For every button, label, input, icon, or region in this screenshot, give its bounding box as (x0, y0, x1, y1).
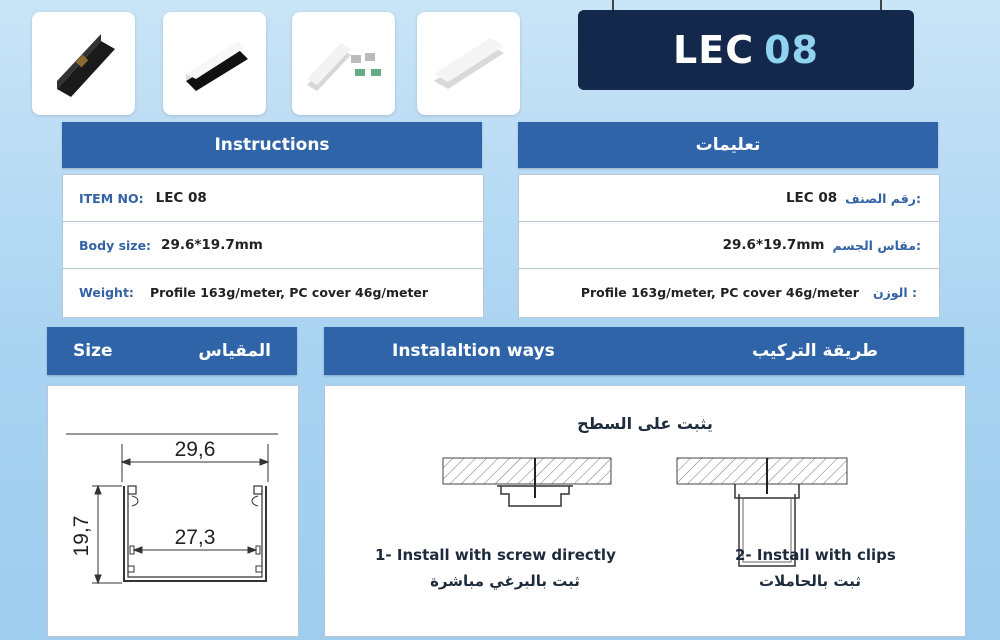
black-white-profile-image (163, 12, 266, 115)
size-title-ar: المقياس (198, 341, 271, 361)
white-profile-image (417, 12, 520, 115)
installation-header (324, 327, 964, 375)
height-label: 19,7 (70, 515, 93, 557)
instructions-panel-ar (518, 174, 940, 318)
size-header (47, 327, 297, 375)
item-no-value-ar: LEC 08 (785, 190, 838, 206)
profile-dimension-drawing (48, 386, 298, 636)
size-title-en: Size (73, 341, 113, 361)
size-drawing-panel (47, 385, 299, 637)
weight-value-ar: Profile 163g/meter, PC cover 46g/meter (580, 284, 859, 300)
instructions-panel-en (62, 174, 484, 318)
spec-row-weight (63, 269, 483, 315)
body-size-value-ar: 29.6*19.7mm (722, 237, 825, 253)
item-no-value: LEC 08 (155, 190, 207, 206)
item-no-label-ar: رقم الصنف: (845, 190, 921, 206)
surface-mount-title: يثبت على السطح (577, 414, 713, 433)
body-size-value: 29.6*19.7mm (161, 237, 263, 253)
method1-label-en: 1- Install with screw directly (375, 546, 616, 564)
weight-label-ar: الوزن : (872, 284, 917, 300)
instructions-header-en (62, 122, 482, 168)
method1-label-ar: ثبت بالبرغي مباشرة (430, 572, 580, 590)
spec-row-size (63, 222, 483, 269)
profile-accessories-image (292, 12, 395, 115)
spec-row-weight-ar (519, 269, 939, 315)
instructions-title-en: Instructions (214, 135, 330, 155)
body-size-label-ar: مقاس الجسم: (832, 237, 921, 253)
installation-title-ar: طريقة التركيب (752, 341, 878, 361)
installation-title-en: Instalaltion ways (392, 341, 555, 361)
weight-value: Profile 163g/meter, PC cover 46g/meter (149, 284, 429, 300)
item-no-label: ITEM NO: (79, 190, 144, 206)
method2-label-en: 2- Install with clips (735, 546, 896, 564)
spec-row-size-ar (519, 222, 939, 269)
inner-width-label: 27,3 (174, 526, 216, 549)
method2-label-ar: ثبت بالحاملات (759, 572, 861, 590)
spec-row-item-ar (519, 175, 939, 222)
weight-label: Weight: (79, 284, 134, 300)
brand-name: LEC (673, 28, 755, 72)
screw-mount-diagram (443, 458, 611, 506)
spec-row-item (63, 175, 483, 222)
installation-panel (324, 385, 966, 637)
product-code-sign (578, 10, 914, 90)
instructions-title-ar: تعليمات (695, 135, 761, 155)
brand-number: 08 (764, 28, 819, 72)
instructions-header-ar (518, 122, 938, 168)
outer-width-label: 29,6 (174, 438, 216, 461)
body-size-label: Body size: (79, 237, 152, 253)
black-profile-image (32, 12, 135, 115)
